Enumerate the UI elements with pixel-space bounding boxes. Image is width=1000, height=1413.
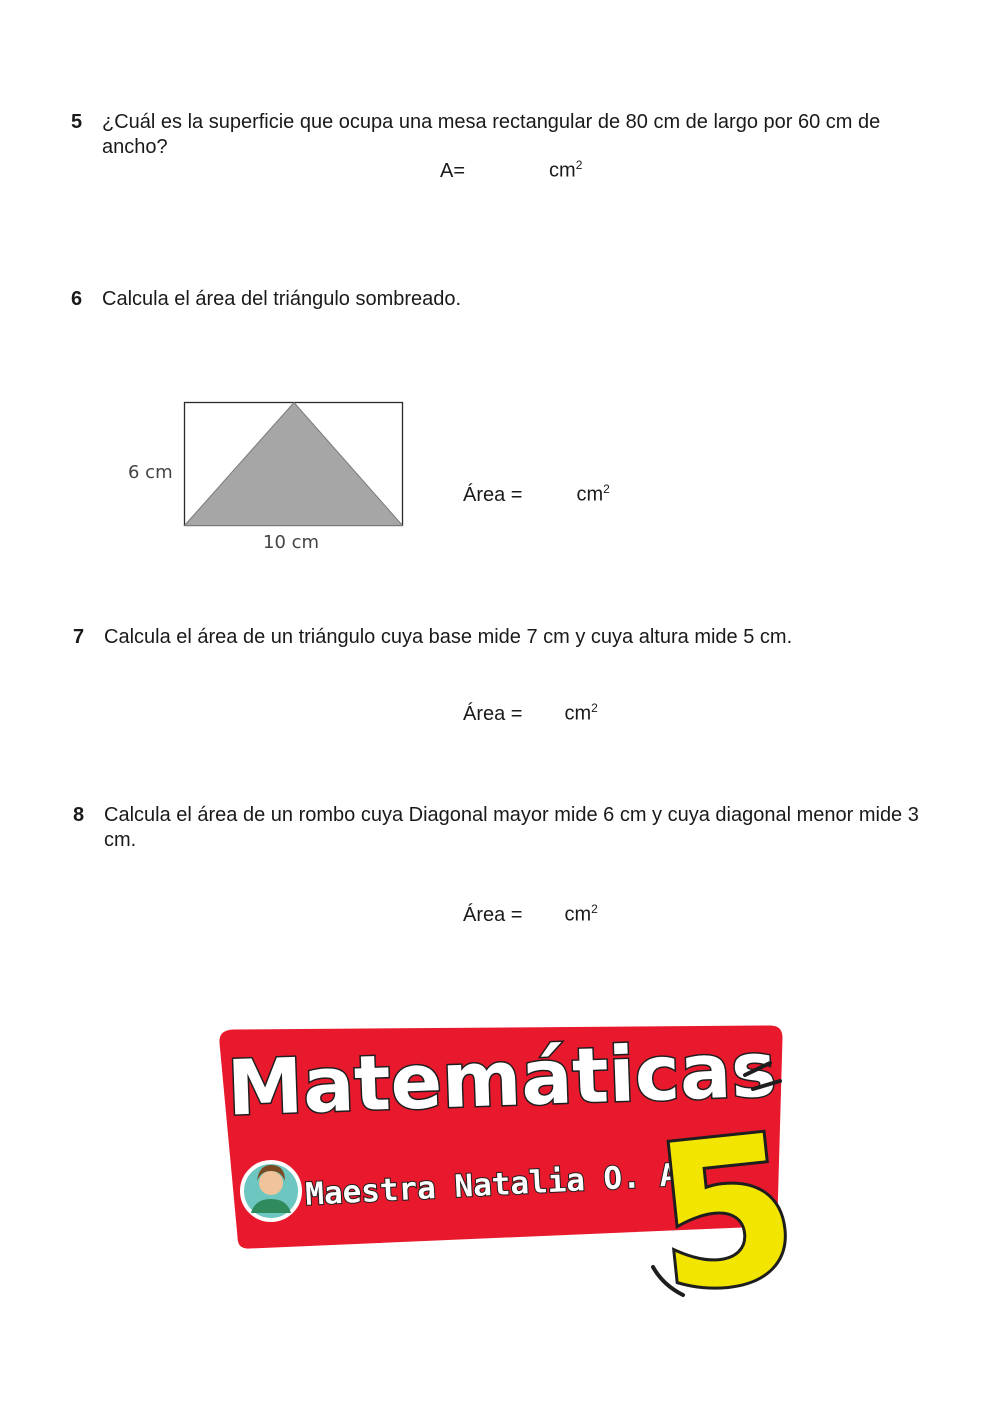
logo-graphic xyxy=(205,1005,805,1305)
answer-label: Área = xyxy=(463,483,523,506)
shaded-triangle-figure xyxy=(180,398,410,533)
question-8-answer xyxy=(463,902,598,928)
question-6-text: Calcula el área del triángulo sombreado. xyxy=(102,288,462,310)
question-8-number: 8 xyxy=(73,804,85,826)
question-5-answer-input[interactable] xyxy=(465,159,549,184)
question-8-answer-input[interactable] xyxy=(522,903,564,928)
question-7-text: Calcula el área de un triángulo cuya base mide 7 cm y cuya altura mide 5 cm. xyxy=(104,626,793,648)
answer-unit: $cm^2$ xyxy=(564,902,598,926)
answer-label: Área = xyxy=(463,702,523,725)
question-6-number: 6 xyxy=(71,288,83,310)
question-6-answer xyxy=(463,482,610,508)
banner-title: Matemáticas xyxy=(225,1024,778,1133)
answer-label: A= xyxy=(440,159,466,182)
question-5-text: ¿Cuál es la superficie que ocupa una mesa rectangular de 80 cm de largo por 60 cm de ancho? xyxy=(102,111,881,158)
answer-label: Área = xyxy=(463,903,523,926)
banner-subtitle: Maestra Natalia O. A. xyxy=(304,1156,698,1213)
question-7-number: 7 xyxy=(73,626,85,648)
question-7-answer-input[interactable] xyxy=(522,702,564,727)
teacher-avatar xyxy=(242,1162,300,1220)
question-5-number: 5 xyxy=(71,111,83,133)
question-8-text: Calcula el área de un rombo cuya Diagonal mayor mide 6 cm y cuya diagonal menor mide 3 cm. xyxy=(104,804,919,851)
question-7-answer xyxy=(463,701,598,727)
question-6-answer-input[interactable] xyxy=(522,483,576,508)
question-5-answer xyxy=(440,158,582,184)
answer-unit: $cm^2$ xyxy=(576,482,610,506)
base-label: 10 cm xyxy=(263,532,320,553)
height-label: 6 cm xyxy=(128,462,173,483)
matematicas-logo xyxy=(205,1005,805,1305)
grade-number: 5 xyxy=(644,1091,805,1305)
answer-unit: $cm^2$ xyxy=(549,158,583,182)
answer-unit: $cm^2$ xyxy=(564,701,598,725)
